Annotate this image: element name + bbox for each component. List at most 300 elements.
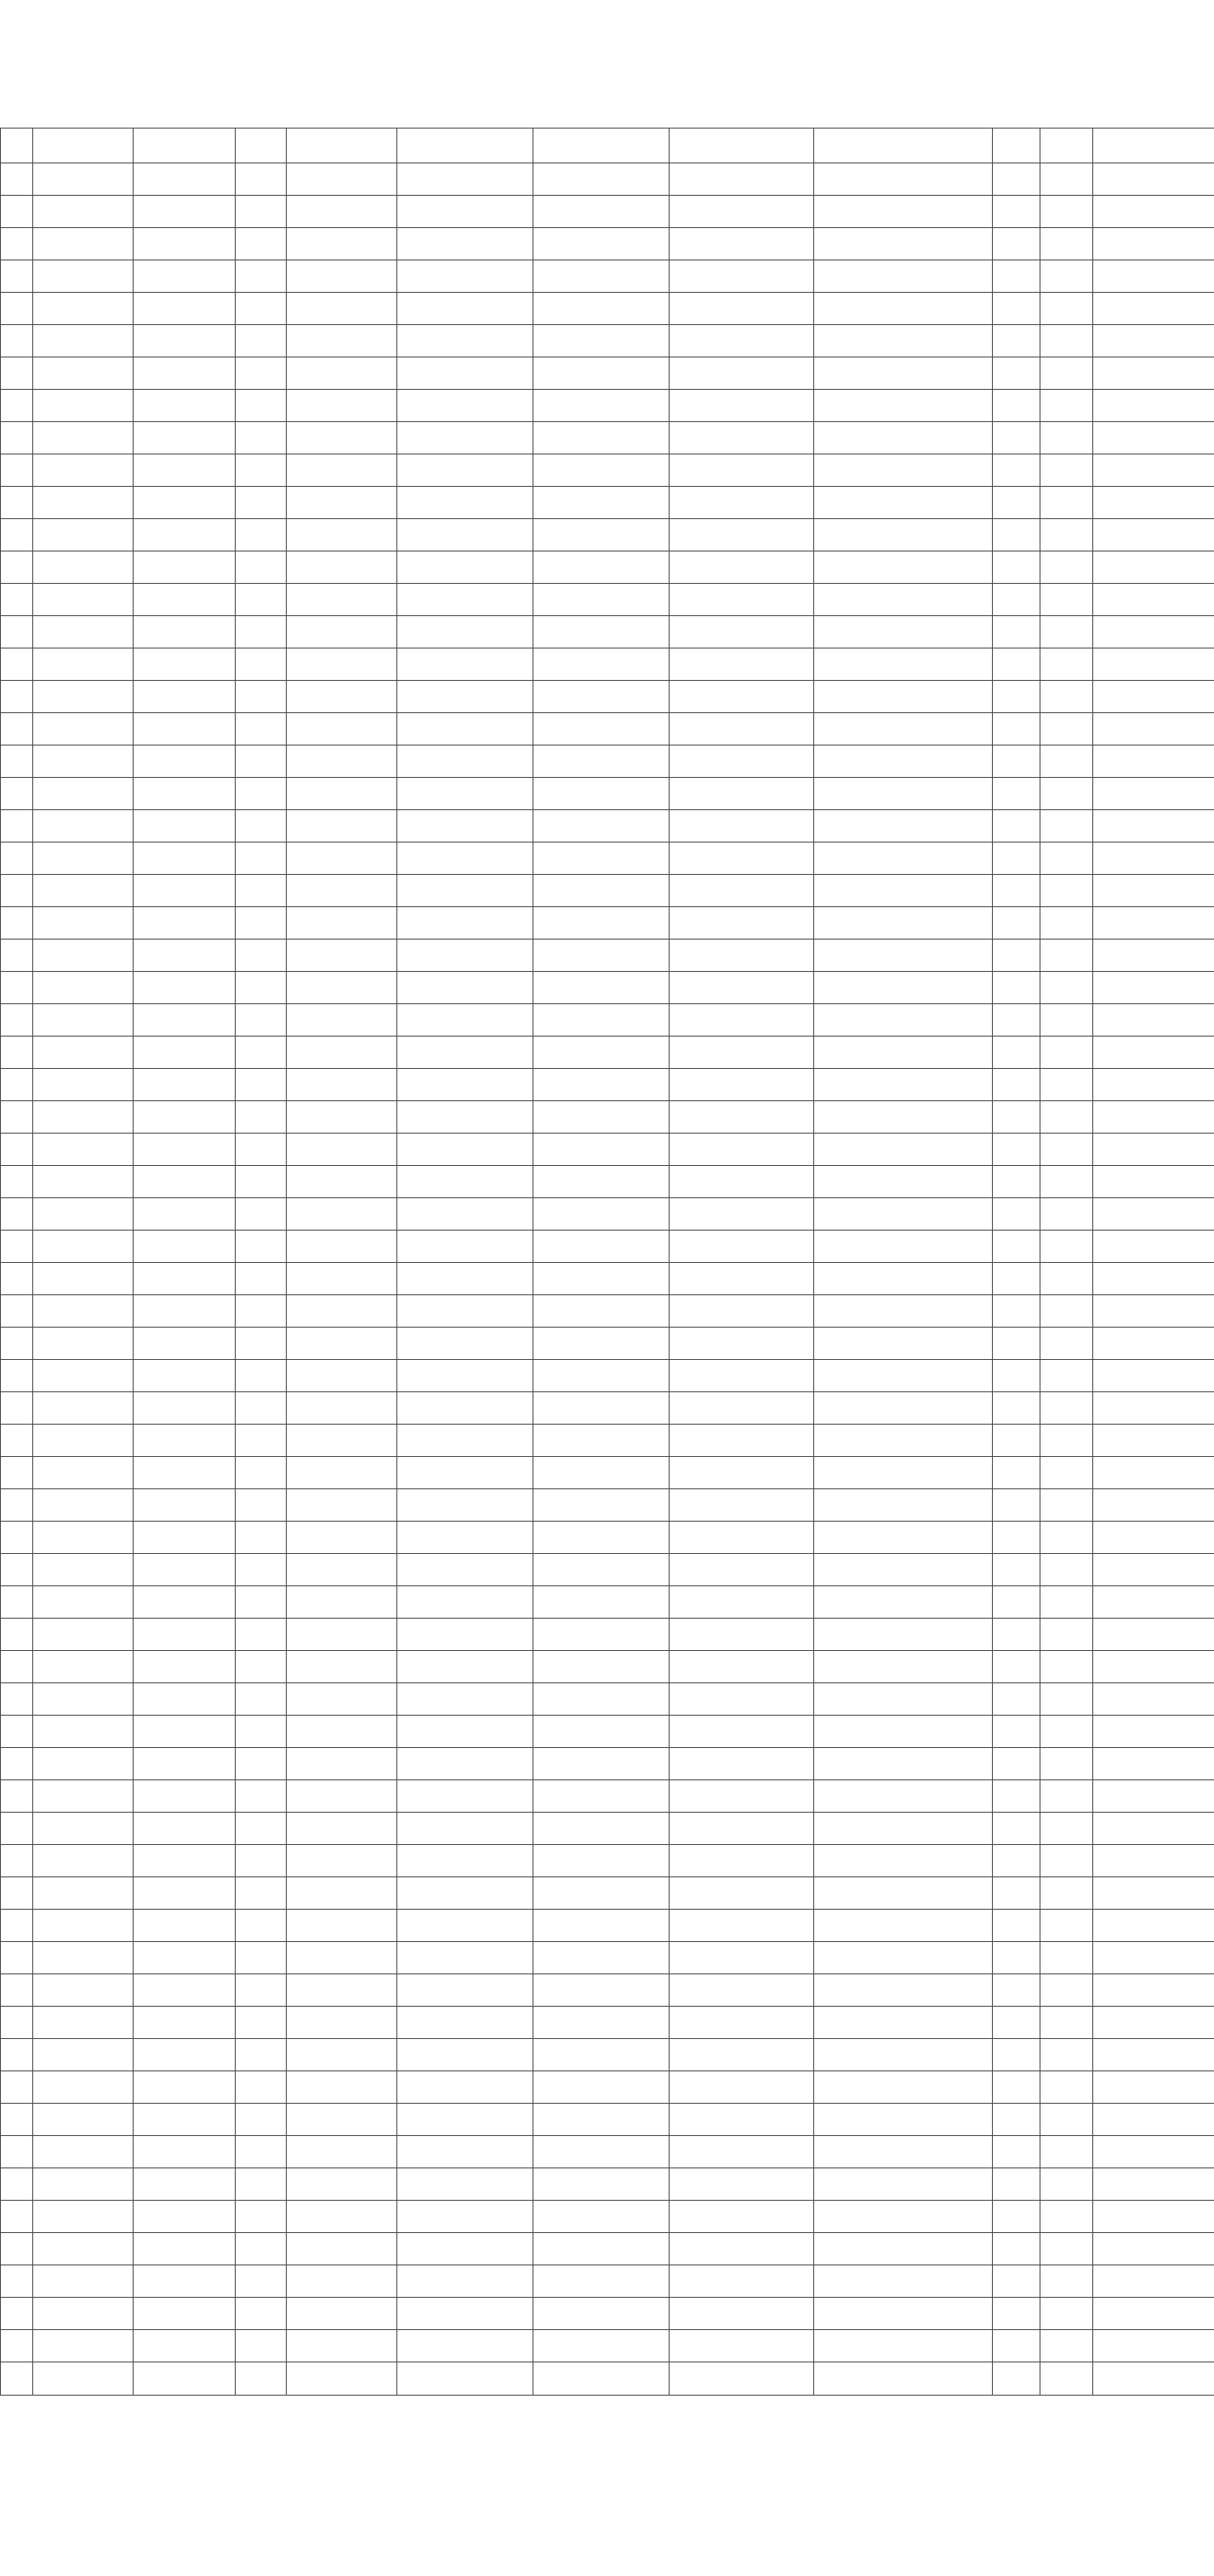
table-cell (814, 1683, 993, 1716)
table-cell (134, 584, 236, 616)
table-cell (1093, 390, 1214, 422)
table-cell (1040, 940, 1093, 972)
table-cell (670, 1780, 814, 1813)
table-row (1, 1328, 1214, 1360)
page-title (0, 0, 1214, 85)
table-cell (670, 1392, 814, 1425)
table-cell (287, 1037, 397, 1069)
table-cell (397, 2362, 533, 2396)
table-cell (33, 1586, 134, 1619)
table-cell (814, 1974, 993, 2007)
table-row (1, 293, 1214, 325)
table-row (1, 1651, 1214, 1683)
table-cell (670, 2362, 814, 2396)
table-row (1, 196, 1214, 228)
table-cell (397, 842, 533, 875)
table-cell (814, 2168, 993, 2201)
table-cell (287, 972, 397, 1004)
table-cell (397, 1263, 533, 1295)
table-cell (1, 875, 33, 907)
table-cell (670, 519, 814, 551)
table-cell (1, 1069, 33, 1101)
table-row (1, 2233, 1214, 2265)
table-cell (287, 907, 397, 940)
table-cell (533, 1877, 670, 1910)
table-cell (287, 648, 397, 681)
table-cell (134, 2136, 236, 2168)
table-cell (533, 1295, 670, 1328)
table-cell (33, 2233, 134, 2265)
table-cell (134, 260, 236, 293)
table-cell (1, 390, 33, 422)
table-cell (1093, 357, 1214, 390)
table-cell (533, 1748, 670, 1780)
table-cell (1040, 713, 1093, 745)
table-cell (33, 1295, 134, 1328)
table-cell (814, 2233, 993, 2265)
table-cell (236, 1457, 287, 1489)
table-cell (134, 2298, 236, 2330)
table-cell (287, 2168, 397, 2201)
table-cell (134, 1683, 236, 1716)
table-cell (33, 1425, 134, 1457)
table-cell (670, 1748, 814, 1780)
table-cell (1, 2233, 33, 2265)
table-cell (1093, 842, 1214, 875)
table-cell (993, 842, 1040, 875)
table-cell (1, 778, 33, 810)
table-cell (33, 1198, 134, 1231)
table-cell (236, 713, 287, 745)
table-cell (993, 648, 1040, 681)
table-row (1, 1425, 1214, 1457)
table-cell (1, 648, 33, 681)
table-cell (814, 422, 993, 454)
table-cell (993, 810, 1040, 842)
table-cell (1, 745, 33, 778)
table-cell (287, 1651, 397, 1683)
table-cell (670, 2039, 814, 2071)
table-cell (33, 519, 134, 551)
table-cell (33, 713, 134, 745)
table-cell (33, 681, 134, 713)
table-cell (1040, 1877, 1093, 1910)
table-cell (993, 487, 1040, 519)
table-cell (134, 1877, 236, 1910)
table-cell (1093, 1780, 1214, 1813)
table-cell (134, 1037, 236, 1069)
table-cell (287, 1069, 397, 1101)
table-cell (993, 1716, 1040, 1748)
table-cell (670, 422, 814, 454)
table-cell (287, 1522, 397, 1554)
table-cell (814, 551, 993, 584)
table-cell (533, 228, 670, 260)
table-cell (533, 1457, 670, 1489)
table-cell (1040, 1683, 1093, 1716)
table-cell (993, 616, 1040, 648)
table-cell (670, 584, 814, 616)
table-cell (533, 1231, 670, 1263)
table-cell (236, 810, 287, 842)
table-cell (1, 810, 33, 842)
table-row (1, 1813, 1214, 1845)
table-cell (993, 1522, 1040, 1554)
table-cell (397, 1425, 533, 1457)
table-cell (287, 1845, 397, 1877)
table-cell (1093, 2201, 1214, 2233)
table-cell (134, 1554, 236, 1586)
table-cell (397, 2104, 533, 2136)
table-cell (993, 875, 1040, 907)
table-row (1, 875, 1214, 907)
table-cell (814, 1457, 993, 1489)
table-cell (236, 2201, 287, 2233)
table-cell (287, 1942, 397, 1974)
table-cell (236, 1425, 287, 1457)
table-cell (1, 1877, 33, 1910)
table-cell (33, 1910, 134, 1942)
total-row (1, 2362, 1214, 2396)
table-cell (1093, 1554, 1214, 1586)
table-cell (1093, 810, 1214, 842)
table-cell (670, 648, 814, 681)
table-cell (993, 1425, 1040, 1457)
table-cell (1040, 2265, 1093, 2298)
table-cell (814, 1004, 993, 1037)
table-cell (287, 2136, 397, 2168)
table-cell (533, 1134, 670, 1166)
table-cell (533, 1360, 670, 1392)
table-cell (670, 357, 814, 390)
table-cell (1, 1134, 33, 1166)
table-cell (33, 1651, 134, 1683)
table-cell (287, 1813, 397, 1845)
table-cell (1040, 2233, 1093, 2265)
table-cell (397, 1651, 533, 1683)
table-cell (1, 2007, 33, 2039)
table-cell (236, 1683, 287, 1716)
table-cell (1093, 293, 1214, 325)
table-cell (134, 390, 236, 422)
table-cell (287, 1360, 397, 1392)
table-cell (1093, 1231, 1214, 1263)
table-cell (814, 713, 993, 745)
table-cell (1040, 1554, 1093, 1586)
table-cell (287, 2265, 397, 2298)
table-cell (134, 745, 236, 778)
table-cell (670, 1554, 814, 1586)
table-cell (134, 228, 236, 260)
table-cell (1, 1263, 33, 1295)
table-cell (397, 745, 533, 778)
table-cell (134, 2071, 236, 2104)
table-cell (670, 616, 814, 648)
table-cell (287, 293, 397, 325)
table-row (1, 1166, 1214, 1198)
table-cell (134, 1263, 236, 1295)
table-cell (670, 163, 814, 196)
table-cell (397, 1360, 533, 1392)
table-cell (1093, 1295, 1214, 1328)
table-cell (236, 1619, 287, 1651)
table-cell (1, 842, 33, 875)
table-cell (670, 1489, 814, 1522)
table-cell (993, 1231, 1040, 1263)
table-cell (397, 1166, 533, 1198)
table-cell (993, 584, 1040, 616)
table-cell (33, 1457, 134, 1489)
table-cell (670, 1716, 814, 1748)
table-cell (1, 163, 33, 196)
table-cell (1, 1198, 33, 1231)
table-cell (287, 1263, 397, 1295)
table-cell (1040, 1489, 1093, 1522)
table-cell (533, 1004, 670, 1037)
table-cell (287, 681, 397, 713)
table-cell (993, 519, 1040, 551)
table-cell (814, 1037, 993, 1069)
table-cell (287, 2201, 397, 2233)
table-cell (670, 196, 814, 228)
table-cell (993, 1877, 1040, 1910)
table-cell (397, 1586, 533, 1619)
table-cell (236, 1004, 287, 1037)
table-cell (287, 1295, 397, 1328)
table-cell (1093, 551, 1214, 584)
table-cell (397, 1683, 533, 1716)
table-cell (236, 1651, 287, 1683)
table-cell (993, 357, 1040, 390)
table-cell (814, 1554, 993, 1586)
table-cell (134, 551, 236, 584)
table-cell (1040, 1619, 1093, 1651)
table-row (1, 1069, 1214, 1101)
table-row (1, 1716, 1214, 1748)
table-cell (1093, 1392, 1214, 1425)
table-row (1, 1845, 1214, 1877)
table-cell (1, 2168, 33, 2201)
table-row (1, 454, 1214, 487)
col-header (33, 129, 134, 163)
table-cell (1093, 325, 1214, 357)
table-cell (397, 1974, 533, 2007)
table-cell (1093, 163, 1214, 196)
table-cell (287, 357, 397, 390)
table-cell (814, 1360, 993, 1392)
table-cell (1093, 1619, 1214, 1651)
table-cell (287, 260, 397, 293)
table-cell (814, 1877, 993, 1910)
table-row (1, 1392, 1214, 1425)
table-cell (287, 2104, 397, 2136)
table-cell (397, 2168, 533, 2201)
table-cell (1, 1295, 33, 1328)
table-row (1, 2104, 1214, 2136)
table-cell (814, 1845, 993, 1877)
table-cell (533, 1651, 670, 1683)
table-row (1, 2007, 1214, 2039)
table-cell (397, 390, 533, 422)
table-cell (993, 228, 1040, 260)
table-cell (397, 1134, 533, 1166)
table-cell (33, 2168, 134, 2201)
table-cell (236, 2330, 287, 2362)
table-cell (236, 2298, 287, 2330)
table-cell (814, 163, 993, 196)
table-cell (236, 487, 287, 519)
table-cell (287, 778, 397, 810)
table-cell (1, 1392, 33, 1425)
table-cell (1093, 616, 1214, 648)
table-cell (533, 2330, 670, 2362)
table-row (1, 2298, 1214, 2330)
table-cell (134, 842, 236, 875)
table-cell (1040, 1004, 1093, 1037)
table-cell (1093, 487, 1214, 519)
table-cell (1093, 1037, 1214, 1069)
col-header (287, 129, 397, 163)
table-cell (287, 1231, 397, 1263)
table-cell (236, 1522, 287, 1554)
table-cell (287, 1166, 397, 1198)
table-cell (993, 2233, 1040, 2265)
table-cell (134, 713, 236, 745)
table-cell (1093, 1328, 1214, 1360)
table-cell (670, 2136, 814, 2168)
table-cell (134, 163, 236, 196)
table-row (1, 1457, 1214, 1489)
table-cell (397, 1101, 533, 1134)
table-cell (397, 1004, 533, 1037)
table-cell (33, 972, 134, 1004)
table-row (1, 681, 1214, 713)
table-cell (397, 1489, 533, 1522)
table-cell (1, 196, 33, 228)
table-cell (134, 357, 236, 390)
table-cell (814, 778, 993, 810)
table-cell (236, 1910, 287, 1942)
table-cell (533, 1780, 670, 1813)
table-cell (236, 2362, 287, 2396)
table-cell (287, 616, 397, 648)
table-cell (134, 454, 236, 487)
table-cell (236, 1554, 287, 1586)
table-cell (287, 713, 397, 745)
table-cell (33, 2362, 134, 2396)
table-cell (533, 1683, 670, 1716)
table-cell (533, 2298, 670, 2330)
table-cell (993, 1263, 1040, 1295)
table-cell (1040, 875, 1093, 907)
table-cell (1093, 1166, 1214, 1198)
table-cell (670, 1942, 814, 1974)
table-cell (670, 2104, 814, 2136)
table-cell (993, 1619, 1040, 1651)
table-cell (236, 1716, 287, 1748)
table-row (1, 713, 1214, 745)
table-cell (1093, 2233, 1214, 2265)
table-cell (670, 1328, 814, 1360)
table-row (1, 1683, 1214, 1716)
table-row (1, 2168, 1214, 2201)
table-row (1, 551, 1214, 584)
table-cell (134, 1004, 236, 1037)
table-cell (533, 1974, 670, 2007)
table-cell (397, 1716, 533, 1748)
table-cell (1040, 648, 1093, 681)
table-cell (814, 2007, 993, 2039)
table-cell (1040, 616, 1093, 648)
table-cell (33, 1974, 134, 2007)
table-cell (134, 616, 236, 648)
table-cell (1093, 681, 1214, 713)
table-cell (1, 325, 33, 357)
table-cell (1, 2071, 33, 2104)
total-price (1093, 2362, 1214, 2396)
table-cell (533, 422, 670, 454)
table-cell (1, 940, 33, 972)
table-cell (1040, 584, 1093, 616)
table-cell (236, 972, 287, 1004)
table-cell (1040, 2104, 1093, 2136)
table-cell (814, 325, 993, 357)
table-cell (1040, 1586, 1093, 1619)
table-cell (397, 325, 533, 357)
table-cell (236, 1392, 287, 1425)
col-header (1040, 129, 1093, 163)
table-cell (1093, 1425, 1214, 1457)
table-cell (814, 842, 993, 875)
table-cell (134, 1845, 236, 1877)
table-cell (670, 1425, 814, 1457)
table-cell (134, 1942, 236, 1974)
table-cell (236, 1877, 287, 1910)
table-cell (33, 325, 134, 357)
table-cell (814, 1748, 993, 1780)
table-cell (1093, 2039, 1214, 2071)
table-cell (1, 1166, 33, 1198)
table-cell (533, 1489, 670, 1522)
table-cell (33, 2039, 134, 2071)
table-cell (814, 293, 993, 325)
table-cell (1040, 1134, 1093, 1166)
table-cell (670, 2201, 814, 2233)
col-header (533, 129, 670, 163)
table-cell (670, 2168, 814, 2201)
table-cell (814, 1134, 993, 1166)
table-cell (670, 1004, 814, 1037)
table-cell (1093, 1198, 1214, 1231)
table-cell (993, 260, 1040, 293)
table-cell (397, 1910, 533, 1942)
table-cell (33, 616, 134, 648)
table-cell (236, 2136, 287, 2168)
table-cell (1093, 454, 1214, 487)
table-cell (134, 1651, 236, 1683)
table-cell (814, 1425, 993, 1457)
table-cell (134, 2168, 236, 2201)
table-cell (236, 2071, 287, 2104)
table-cell (134, 2233, 236, 2265)
table-cell (670, 1813, 814, 1845)
col-header (814, 129, 993, 163)
table-cell (1040, 1101, 1093, 1134)
table-cell (287, 1974, 397, 2007)
table-cell (1, 1586, 33, 1619)
table-cell (236, 1263, 287, 1295)
table-cell (236, 940, 287, 972)
